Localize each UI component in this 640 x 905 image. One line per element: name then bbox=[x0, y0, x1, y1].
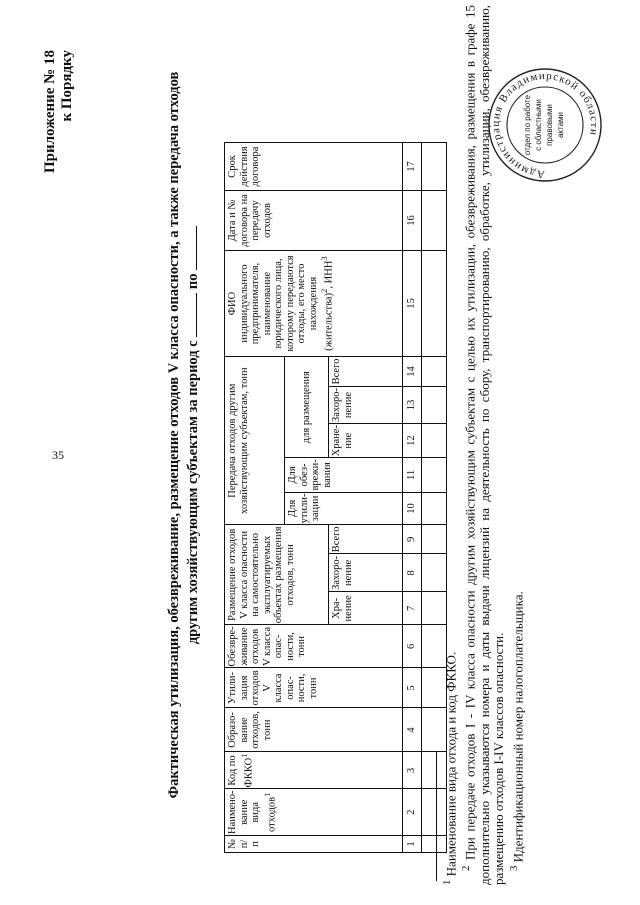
col-num: 9 bbox=[403, 525, 422, 554]
col-num: 17 bbox=[403, 143, 422, 191]
header-fkko-code: Код по ФККО$^1$ bbox=[225, 752, 403, 789]
col-num: 3 bbox=[403, 752, 422, 789]
header-for-neutralization: Для обез-врежи-вания bbox=[285, 458, 403, 492]
period-to-blank bbox=[183, 226, 197, 270]
header-for-placement: для размещения bbox=[285, 357, 329, 458]
header-waste-name: Наимено-вание вида отходов$^1$ bbox=[225, 789, 403, 836]
col-num: 14 bbox=[403, 357, 422, 387]
title-line-2 bbox=[183, 55, 202, 815]
official-stamp bbox=[486, 65, 604, 185]
header-own-placement: Размещение отходов V класса опасности на самостоятельно эксплуатируемых объектах размещения отходов, тонн bbox=[225, 525, 329, 625]
page-number: 35 bbox=[52, 448, 64, 462]
col-num: 12 bbox=[403, 424, 422, 458]
header-burial-transfer: Захоро-нение bbox=[329, 387, 403, 424]
stamp-ring-text: Администрация Владимирской области bbox=[489, 69, 601, 181]
stamp-center-line-4: актами bbox=[556, 111, 565, 139]
col-num: 11 bbox=[403, 458, 422, 492]
footnote-3: $^3$ Идентификационный номер налогоплательщика. bbox=[507, 591, 525, 871]
header-for-utilization: Для утили-зации bbox=[285, 492, 403, 525]
footnote-rule bbox=[436, 751, 437, 881]
col-num: 10 bbox=[403, 492, 422, 525]
header-utilization: Утили-зация отходов V класса опас-ности, тонн bbox=[225, 668, 403, 708]
document-title bbox=[166, 55, 202, 815]
header-contract-term: Срок действия договора bbox=[225, 143, 403, 191]
appendix-line-2: к Порядку bbox=[59, 50, 75, 122]
title-line-1: Фактическая утилизация, обезвреживание, размещение отходов V класса опасности, а также передача отходов bbox=[166, 71, 182, 799]
appendix-label bbox=[42, 50, 76, 173]
header-storage: Хра-нение bbox=[329, 592, 403, 625]
footnote-1: $^1$ Наименование вида отхода и код ФККО. bbox=[441, 651, 459, 885]
header-total-transfer: Всего bbox=[329, 357, 403, 387]
col-num: 6 bbox=[403, 625, 422, 668]
stamp-center-line-1: отдел по работе bbox=[523, 94, 532, 156]
title-period-to: по bbox=[185, 273, 201, 290]
col-num: 2 bbox=[403, 789, 422, 836]
stamp-center-line-3: правовыми bbox=[545, 104, 554, 146]
col-num: 1 bbox=[403, 836, 422, 853]
header-neutralization: Обезвре-живание отходов V класса опас-ности, тонн bbox=[225, 625, 403, 668]
col-num: 4 bbox=[403, 708, 422, 752]
title-period-prefix: другим хозяйствующим субъектам за период с bbox=[185, 340, 201, 645]
header-burial: Захоро-нение bbox=[329, 554, 403, 592]
stamp-center-line-2: с областными bbox=[534, 99, 543, 151]
period-from-blank bbox=[183, 293, 197, 337]
header-recipient: ФИО индивидуального предпринимателя, наименование юридического лица, которому передаются отходы, его место нахождения (жительства)$^2$, ИНН$^3$ bbox=[225, 251, 403, 357]
column-number-row bbox=[403, 143, 422, 853]
header-formation: Образо-вание отходов, тонн bbox=[225, 708, 403, 752]
header-contract-date: Дата и № договора на передачу отходов bbox=[225, 191, 403, 251]
header-storage-transfer: Хране-ние bbox=[329, 424, 403, 458]
appendix-line-1: Приложение № 18 bbox=[42, 50, 58, 174]
col-num: 5 bbox=[403, 668, 422, 708]
col-num: 7 bbox=[403, 592, 422, 625]
col-num: 8 bbox=[403, 554, 422, 592]
header-num: № п/п bbox=[225, 836, 403, 853]
col-num: 16 bbox=[403, 191, 422, 251]
waste-table bbox=[224, 142, 447, 853]
col-num: 13 bbox=[403, 387, 422, 424]
col-num: 15 bbox=[403, 251, 422, 357]
footnote-2: $^2$ При передаче отходов I - IV класса опасности другим хозяйствующим субъектам с целью их утилизации, обезвреживания, размещения в графе 15 дополнительно указываются номера и даты выдачи лицензий на деятельность по сбору, транспортированию, обработке, утилизации, обезвреживанию, размещению отходов I-IV классов опасности. bbox=[459, 5, 507, 885]
header-total: Всего bbox=[329, 525, 403, 554]
header-transfer-group: Передача отходов другим хозяйствующим субъектам, тонн bbox=[225, 357, 285, 525]
